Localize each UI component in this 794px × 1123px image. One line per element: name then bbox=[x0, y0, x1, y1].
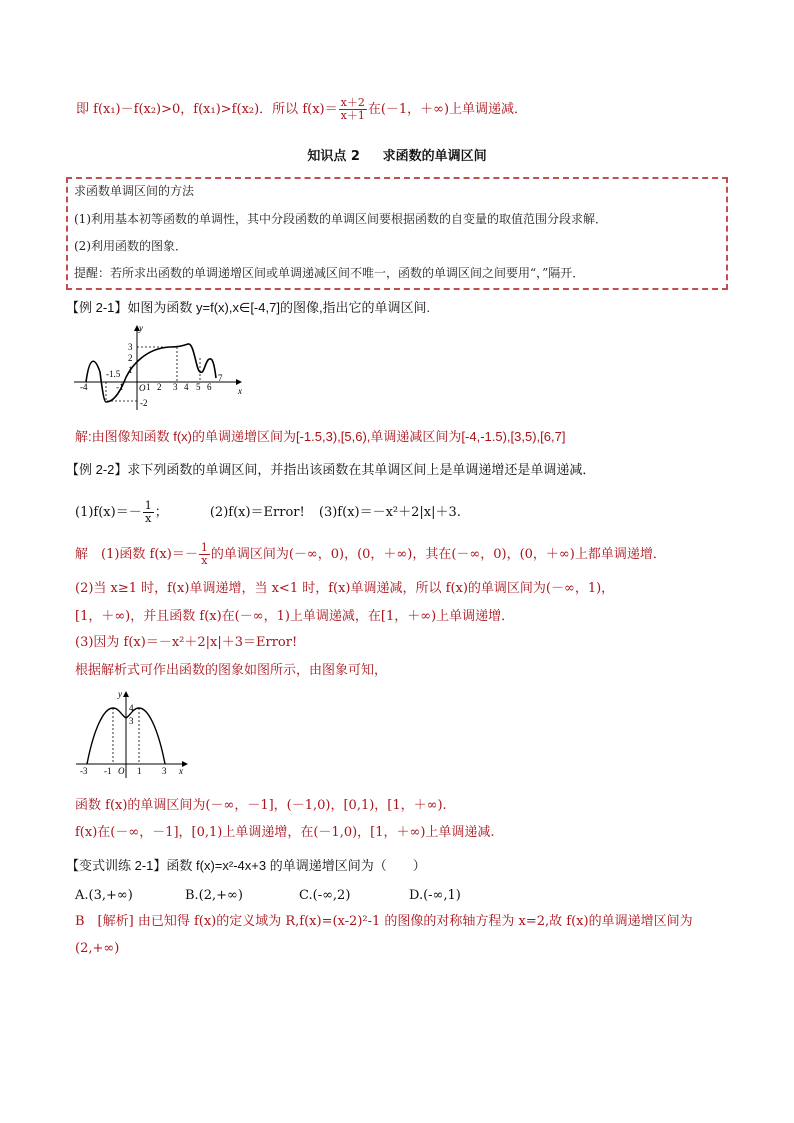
section-title: 求函数的单调区间 bbox=[382, 149, 487, 164]
y-tick-label: 2 bbox=[128, 353, 133, 363]
solution-1-prefix: 解 (1)函数 f(x)＝－ bbox=[75, 547, 198, 562]
variant-2-1-options bbox=[75, 887, 461, 905]
example-2-2-solution-2-line-2: [1，＋∞)，并且函数 f(x)在(－∞，1)上单调递减，在[1，＋∞)上单调递增． bbox=[75, 609, 515, 624]
fraction bbox=[339, 97, 367, 122]
x-tick-label: 4 bbox=[184, 382, 189, 392]
x-tick-label: -1.5 bbox=[106, 369, 121, 379]
x-tick-label: -4 bbox=[80, 382, 88, 392]
x-tick-label: 3 bbox=[162, 766, 167, 776]
variant-2-1-answer-line-2: (2,+∞) bbox=[75, 941, 120, 956]
y-tick-label: 3 bbox=[129, 716, 134, 726]
x-tick-label: -1 bbox=[104, 766, 112, 776]
part-1-prefix: (1)f(x)＝－ bbox=[75, 505, 142, 520]
part-1-suffix: ； bbox=[154, 505, 168, 520]
example-tag: 【例 2-1】 bbox=[66, 300, 128, 315]
method-box-item-2: (2)利用函数的图象． bbox=[74, 239, 187, 253]
intro-text-prefix: 即 f(x₁)－f(x₂)>0，f(x₁)>f(x₂)．所以 f(x)＝ bbox=[76, 102, 338, 117]
x-tick-label: -1 bbox=[116, 382, 124, 392]
fraction bbox=[199, 542, 210, 567]
fraction-denominator: x bbox=[201, 554, 208, 567]
method-box bbox=[66, 177, 728, 290]
example-2-2-conclusion-2: f(x)在(－∞，－1]，[0,1)上单调递增，在(－1,0)，[1，＋∞)上单调递减. bbox=[75, 825, 495, 840]
example-2-1-solution: 解:由图像知函数 f(x)的单调递增区间为[-1.5,3),[5,6),单调递减区间为[-4,-1.5),[3,5),[6,7] bbox=[75, 429, 566, 444]
y-tick-label: 3 bbox=[128, 342, 133, 352]
x-tick-label: 5 bbox=[196, 382, 201, 392]
variant-question-text: 函数 f(x)=x²-4x+3 的单调递增区间为（ ） bbox=[166, 858, 426, 873]
x-axis-label: x bbox=[238, 386, 242, 396]
example-2-2-question bbox=[66, 461, 595, 479]
fraction bbox=[143, 500, 154, 525]
example-question-text: 如图为函数 y=f(x),x∈[-4,7]的图像,指出它的单调区间. bbox=[127, 300, 431, 315]
method-box-tip: 提醒：若所求出函数的单调递增区间或单调递减区间不唯一，函数的单调区间之间要用“，”隔开． bbox=[74, 266, 585, 280]
example-question-text: 求下列函数的单调区间，并指出该函数在其单调区间上是单调递增还是单调递减． bbox=[127, 462, 596, 477]
method-box-item-1: (1)利用基本初等函数的单调性，其中分段函数的单调区间要根据函数的自变量的取值范围分段求解． bbox=[74, 212, 608, 226]
option-b: B.(2,+∞) bbox=[185, 888, 243, 903]
y-tick-label: 4 bbox=[129, 703, 134, 713]
example-2-2-graph bbox=[72, 688, 192, 780]
option-a: A.(3,+∞) bbox=[75, 888, 133, 903]
origin-label: O bbox=[118, 766, 125, 776]
fraction-denominator: x＋1 bbox=[340, 109, 365, 122]
x-tick-label: 1 bbox=[146, 382, 151, 392]
y-tick-label: -2 bbox=[140, 398, 148, 408]
x-tick-label: 2 bbox=[157, 382, 162, 392]
intro-text-suffix: 在(－1，＋∞)上单调递减． bbox=[367, 102, 528, 117]
example-2-2-solution-1 bbox=[75, 542, 666, 567]
option-d: D.(-∞,1) bbox=[409, 888, 461, 903]
section-label: 知识点 2 bbox=[307, 149, 360, 164]
solution-1-suffix: 的单调区间为(－∞，0)，(0，＋∞)，其在(－∞，0)，(0，＋∞)上都单调递增． bbox=[210, 547, 666, 562]
part-2: (2)f(x)＝Error! bbox=[209, 505, 305, 520]
example-tag: 【例 2-2】 bbox=[66, 462, 128, 477]
intro-conclusion bbox=[76, 97, 527, 122]
example-2-2-solution-3: (3)因为 f(x)＝－x²＋2|x|＋3＝Error! bbox=[75, 635, 298, 650]
origin-label: O bbox=[139, 383, 146, 393]
example-2-2-solution-3-note: 根据解析式可作出函数的图象如图所示，由图象可知， bbox=[75, 663, 388, 678]
method-box-title: 求函数单调区间的方法 bbox=[74, 184, 195, 198]
fraction-numerator: x＋2 bbox=[340, 96, 365, 109]
example-2-2-parts bbox=[75, 500, 461, 525]
y-axis-label: y bbox=[118, 689, 122, 699]
example-2-2-conclusion-1: 函数 f(x)的单调区间为(－∞，－1]，(－1,0)，[0,1)，[1，＋∞). bbox=[75, 798, 447, 813]
part-3: (3)f(x)＝－x²＋2|x|＋3. bbox=[318, 505, 461, 520]
x-tick-label: 3 bbox=[173, 382, 178, 392]
x-tick-label: 6 bbox=[207, 382, 212, 392]
fraction-numerator: 1 bbox=[144, 499, 152, 512]
x-tick-label: 1 bbox=[137, 766, 142, 776]
x-tick-label: 7 bbox=[218, 373, 223, 383]
fraction-numerator: 1 bbox=[200, 541, 208, 554]
variant-tag: 【变式训练 2-1】 bbox=[66, 858, 167, 873]
example-2-2-solution-2-line-1: (2)当 x≥1 时，f(x)单调递增，当 x<1 时，f(x)单调递减，所以 f(x)的单调区间为(－∞，1)， bbox=[75, 581, 615, 596]
example-2-1-graph bbox=[66, 322, 246, 414]
section-heading bbox=[0, 145, 794, 164]
x-tick-label: -3 bbox=[80, 766, 88, 776]
y-axis-label: y bbox=[139, 323, 143, 333]
option-c: C.(-∞,2) bbox=[299, 888, 351, 903]
variant-2-1-answer-line-1: B [解析] 由已知得 f(x)的定义域为 R,f(x)=(x-2)²-1 的图像的对称轴方程为 x=2,故 f(x)的单调递增区间为 bbox=[75, 914, 693, 929]
x-axis-label: x bbox=[179, 766, 183, 776]
example-2-1-question bbox=[66, 299, 430, 317]
y-tick-label: 1 bbox=[128, 365, 133, 375]
variant-2-1-question bbox=[66, 857, 426, 875]
fraction-denominator: x bbox=[145, 512, 152, 525]
